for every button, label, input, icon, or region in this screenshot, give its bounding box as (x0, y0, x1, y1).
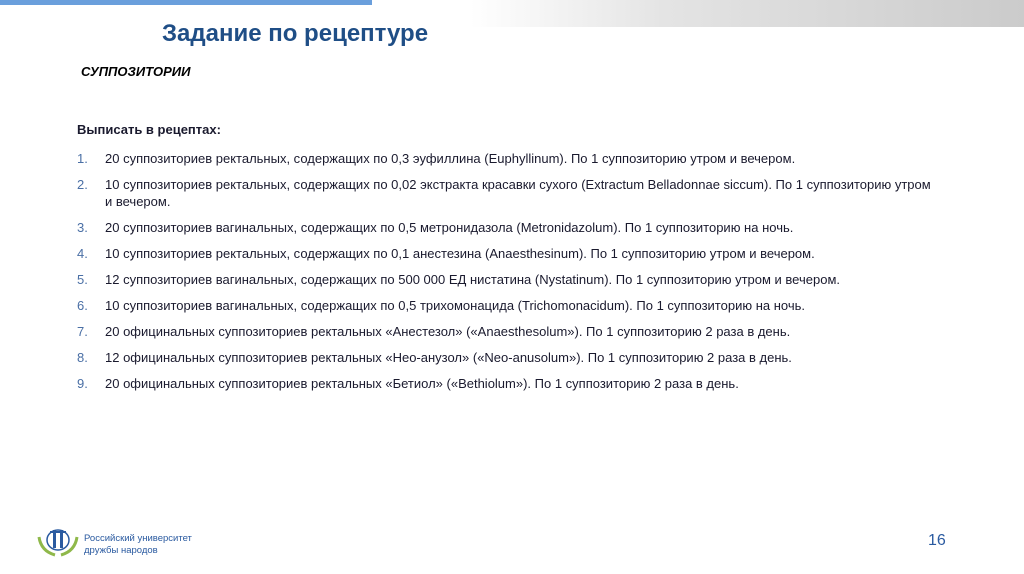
list-item (77, 375, 937, 392)
top-accent-bar (0, 0, 372, 5)
item-text: 12 официнальных суппозиториев ректальных «Нео-анузол» («Neo-anusolum»). По 1 суппозиторию 2 раза в день. (105, 350, 792, 365)
item-text: 20 официнальных суппозиториев ректальных «Бетиол» («Bethiolum»). По 1 суппозиторию 2 раза в день. (105, 376, 739, 391)
university-name (84, 533, 192, 557)
list-item (77, 150, 937, 167)
list-item (77, 245, 937, 262)
item-number: 7. (77, 324, 88, 339)
list-item (77, 349, 937, 366)
slide-subtitle: СУППОЗИТОРИИ (81, 64, 191, 79)
item-text: 20 суппозиториев ректальных, содержащих по 0,3 эуфиллина (Euphyllinum). По 1 суппозиторию утром и вечером. (105, 151, 796, 166)
top-gradient-band (470, 0, 1024, 27)
list-item (77, 271, 937, 288)
item-text: 10 суппозиториев ректальных, содержащих по 0,1 анестезина (Anaesthesinum). По 1 суппозиторию утром и вечером. (105, 246, 815, 261)
page-number: 16 (928, 532, 946, 549)
slide-title: Задание по рецептуре (162, 20, 429, 47)
list-item (77, 297, 937, 314)
list-item (77, 176, 937, 210)
prescription-list (77, 150, 937, 401)
item-number: 8. (77, 350, 88, 365)
item-text: 12 суппозиториев вагинальных, содержащих по 500 000 ЕД нистатина (Nystatinum). По 1 суппозиторию утром и вечером. (105, 272, 840, 287)
item-number: 5. (77, 272, 88, 287)
item-number: 1. (77, 151, 88, 166)
list-item (77, 219, 937, 236)
university-logo-icon (35, 527, 81, 557)
list-item (77, 323, 937, 340)
item-number: 6. (77, 298, 88, 313)
university-name-line1: Российский университет (84, 533, 192, 544)
item-number: 4. (77, 246, 88, 261)
item-number: 2. (77, 177, 88, 192)
item-number: 9. (77, 376, 88, 391)
item-text: 20 официнальных суппозиториев ректальных «Анестезол» («Anaesthesolum»). По 1 суппозиторию 2 раза в день. (105, 324, 791, 339)
item-text: 20 суппозиториев вагинальных, содержащих по 0,5 метронидазола (Metronidazolum). По 1 суппозиторию на ночь. (105, 220, 794, 235)
intro-text: Выписать в рецептах: (77, 122, 221, 137)
item-number: 3. (77, 220, 88, 235)
university-name-line2: дружбы народов (84, 545, 158, 556)
item-text: 10 суппозиториев вагинальных, содержащих по 0,5 трихомонацида (Trichomonacidum). По 1 суппозиторию на ночь. (105, 298, 806, 313)
item-text: 10 суппозиториев ректальных, содержащих по 0,02 экстракта красавки сухого (Extractum Belladonnae siccum). По 1 суппозиторию утром и вечером. (105, 177, 931, 209)
